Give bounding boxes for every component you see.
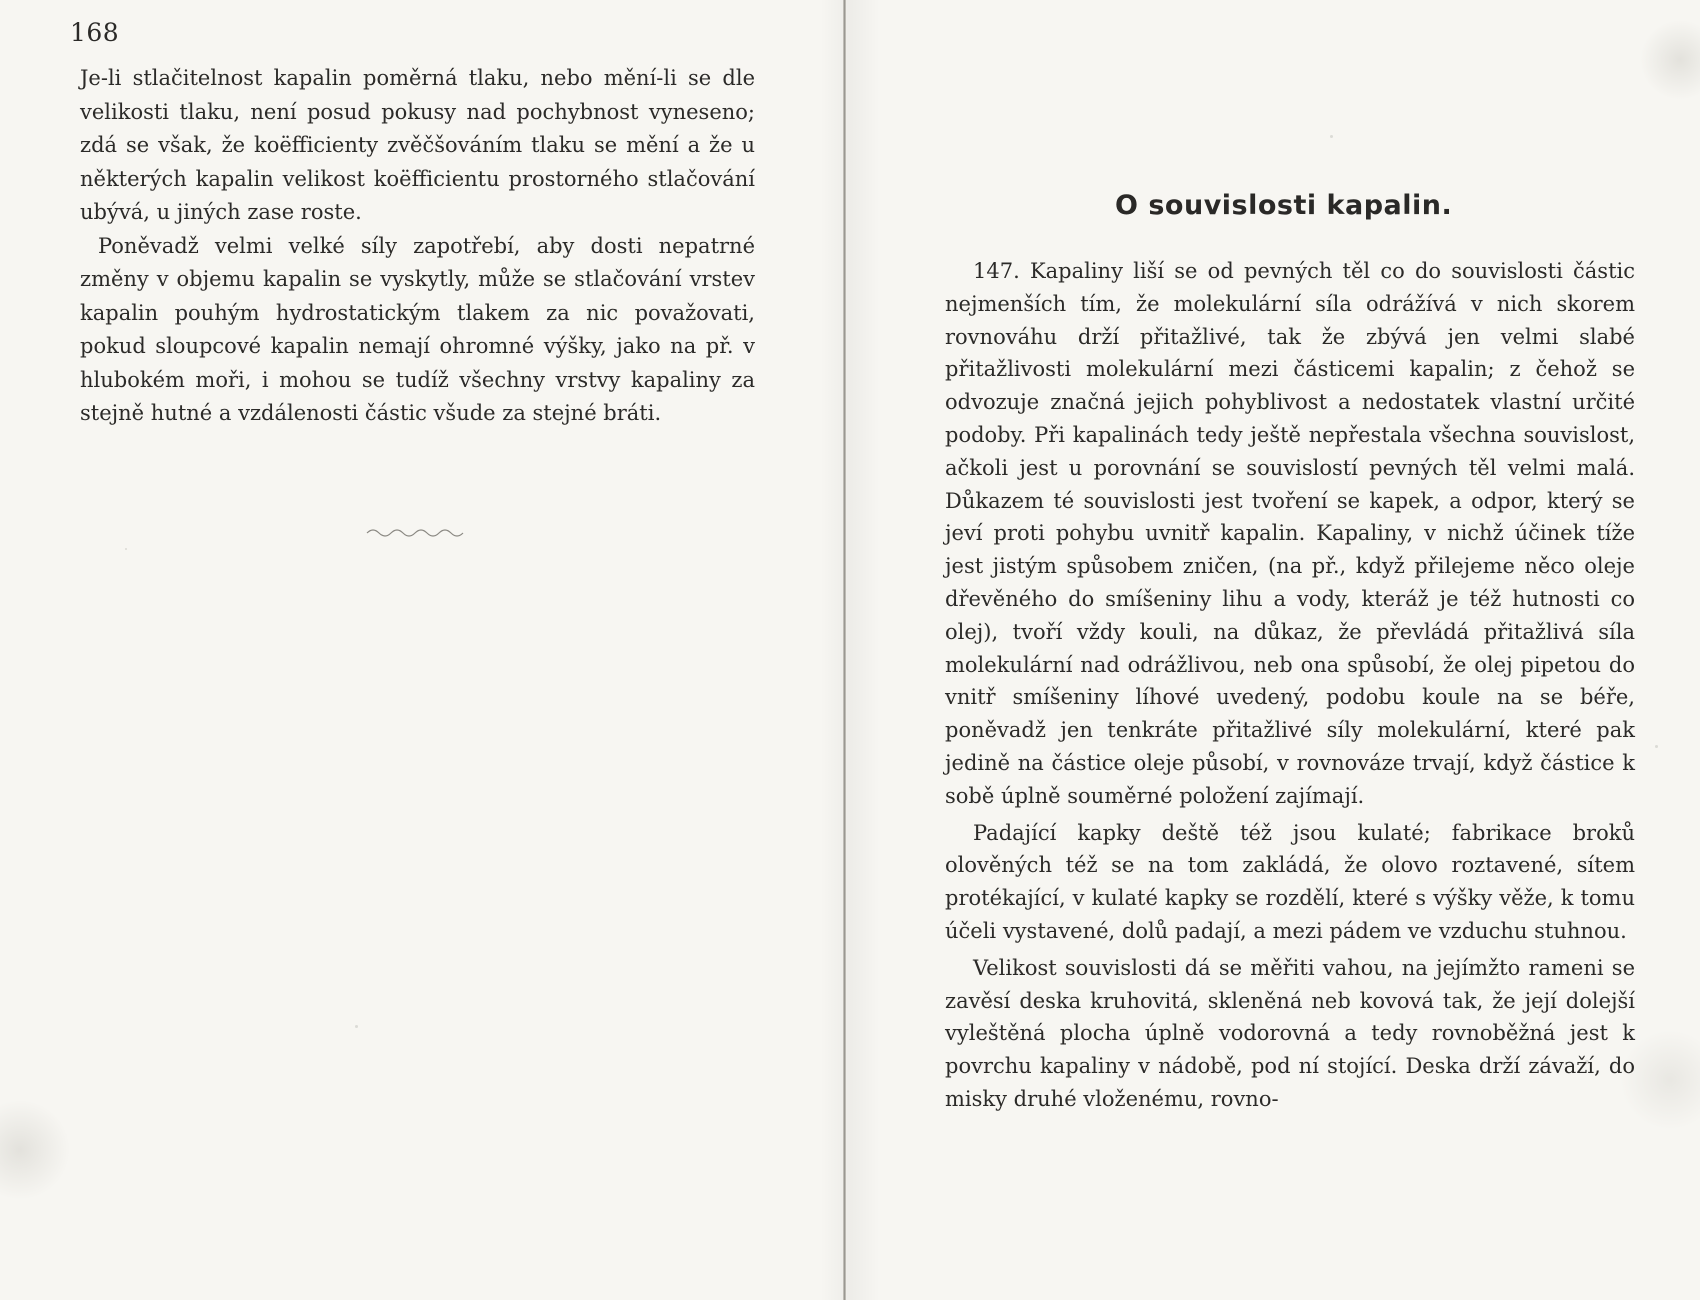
chapter-title: O souvislosti kapalin. <box>1115 190 1453 221</box>
paper-fleck <box>1585 1060 1589 1064</box>
paper-fleck <box>355 1025 358 1028</box>
left-page-text <box>80 62 755 431</box>
section-end-ornament <box>365 525 465 539</box>
page-number: 168 <box>70 18 120 47</box>
paragraph: Padající kapky deště též jsou kulaté; fabrikace broků olověných též se na tom zakládá, že olovo roztavené, sítem protékající, v kulaté kapky se rozdělí, které s výšky věže, k tomu účeli vystavené, dolů padají, a mezi pádem ve vzduchu stuhnou. <box>945 820 1635 943</box>
paragraph: Velikost souvislosti dá se měřiti vahou, na jejímžto rameni se zavěsí deska kruhovitá, skleněná neb kovová tak, že její dolejší vyleštěná plocha úplně vodorovná a tedy rovnoběžná jest k povrchu kapaliny v nádobě, pod ní stojící. Deska drží závaží, do misky druhé vloženému, rovno- <box>945 955 1635 1111</box>
paragraph: Je-li stlačitelnost kapalin poměrná tlaku, nebo mění-li se dle velikosti tlaku, není posud pokusy nad pochybnost vyneseno; zdá se však, že koëfficienty zvěčšováním tlaku se mění a že u některých kapalin velikost koëfficientu prostorného stlačování ubývá, u jiných zase roste. <box>80 66 755 224</box>
paper-fleck <box>1330 135 1333 138</box>
left-page <box>0 0 845 1300</box>
paper-fleck <box>125 548 127 550</box>
paragraph: 147. Kapaliny liší se od pevných těl co do souvislosti částic nejmenších tím, že molekulární síla odrážívá v nich skorem rovnováhu drží přitažlivé, tak že zbývá jen velmi slabé přitažlivosti molekulární mezi částicemi kapalin; z čehož se odvozuje značná jejich pohyblivost a nedostatek vlastní určité podoby. Při kapalinách tedy ještě nepřestala všechna souvislost, ačkoli jest u porovnání se souvislostí pevných těl velmi malá. Důkazem té souvislosti jest tvoření se kapek, a odpor, který se jeví proti pohybu uvnitř kapalin. Kapaliny, v nichž účinek tíže jest jistým spůsobem zničen, (na př., když přilejeme něco oleje dřevěného do smíšeniny lihu a vody, kteráž je též hutnosti co olej), tvoří vždy kouli, na důkaz, že převládá přitažlivá síla molekulární nad odrážlivou, neb ona spůsobí, že olej pipetou do vnitř smíšeniny líhové uvedený, podobu koule na se béře, poněvadž jen tenkráte přitažlivé síly molekulární, které pak jedině na částice oleje působí, v rovnováze trvají, když částice k sobě úplně souměrné položení zajímají. <box>945 259 1635 808</box>
paper-fleck <box>1655 745 1658 748</box>
paragraph: Poněvadž velmi velké síly zapotřebí, aby dosti nepatrné změny v objemu kapalin se vyskytly, může se stlačování vrstev kapalin pouhým hydrostatickým tlakem za nic považovati, pokud sloupcové kapalin nemají ohromné výšky, jako na př. v hlubokém moři, i mohou se tudíž všechny vrstvy kapaliny za stejně hutné a vzdálenosti částic všude za stejné bráti. <box>80 233 755 425</box>
right-page-text <box>945 255 1635 1116</box>
